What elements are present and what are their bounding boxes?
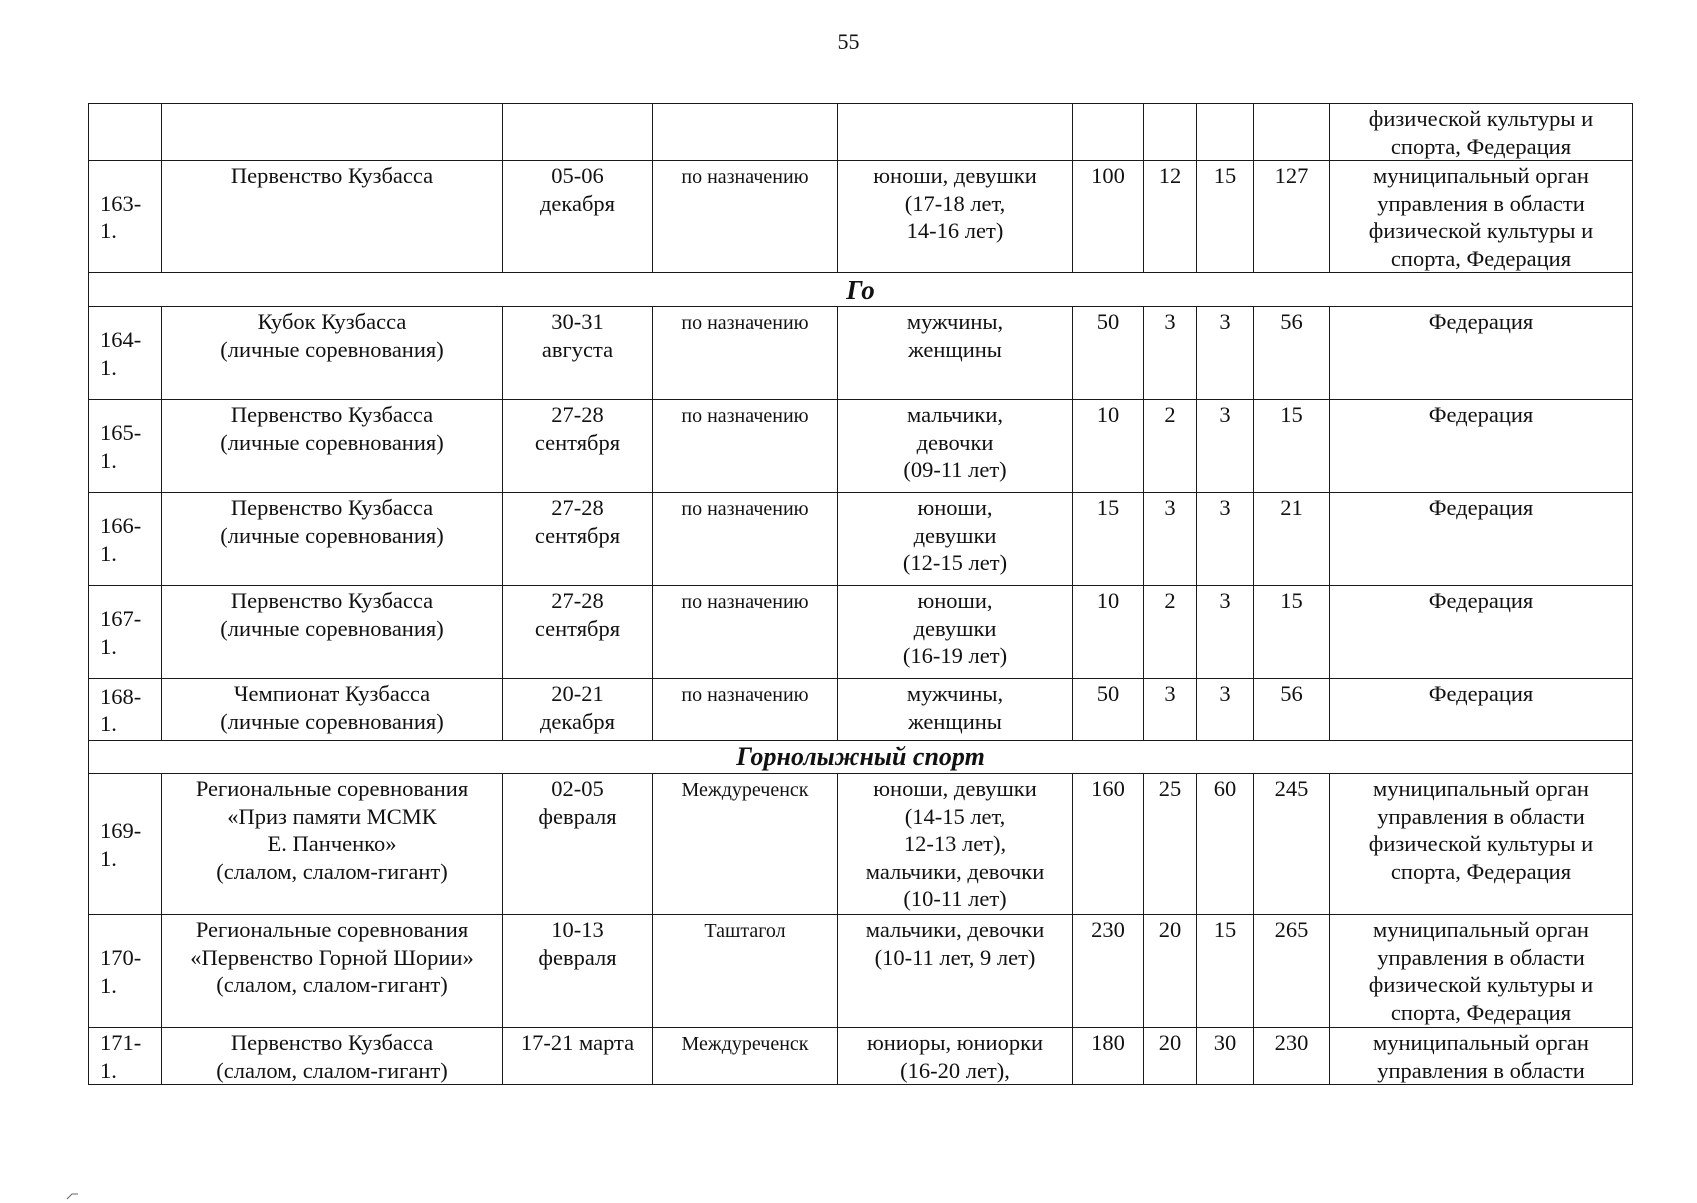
- cell-participants: юниоры, юниорки (16-20 лет),: [838, 1028, 1073, 1085]
- section-title: Горнолыжный спорт: [89, 741, 1633, 774]
- cell-event: Первенство Кузбасса (личные соревнования): [162, 400, 503, 493]
- cell-judges: [1197, 104, 1254, 161]
- table-row: [89, 1028, 1633, 1085]
- cell-participants: юноши, девушки (12-15 лет): [838, 493, 1073, 586]
- table-row: [89, 915, 1633, 1028]
- cell-place: по назначению: [653, 679, 838, 741]
- cell-place: по назначению: [653, 400, 838, 493]
- cell-participants: юноши, девушки (14-15 лет, 12-13 лет), мальчики, девочки (10-11 лет): [838, 774, 1073, 915]
- table-row: [89, 586, 1633, 679]
- cell-dates: 27-28 сентября: [503, 493, 653, 586]
- cell-participants: мальчики, девочки (10-11 лет, 9 лет): [838, 915, 1073, 1028]
- cell-judges: 3: [1197, 586, 1254, 679]
- cell-judges: 30: [1197, 1028, 1254, 1085]
- cell-coaches: 20: [1144, 1028, 1197, 1085]
- cell-total: 56: [1254, 679, 1330, 741]
- cell-organizer: Федерация: [1330, 586, 1633, 679]
- cell-judges: 3: [1197, 679, 1254, 741]
- cell-total: 15: [1254, 400, 1330, 493]
- cell-athletes: 10: [1073, 400, 1144, 493]
- cell-coaches: 3: [1144, 679, 1197, 741]
- cell-athletes: 230: [1073, 915, 1144, 1028]
- cell-judges: 60: [1197, 774, 1254, 915]
- page-number: 55: [837, 29, 860, 54]
- cell-total: 265: [1254, 915, 1330, 1028]
- cell-dates: 02-05 февраля: [503, 774, 653, 915]
- cell-place: по назначению: [653, 586, 838, 679]
- cell-number: 166-1.: [89, 493, 162, 586]
- cell-dates: 05-06 декабря: [503, 161, 653, 273]
- cell-number: 168-1.: [89, 679, 162, 741]
- cell-place: Междуреченск: [653, 1028, 838, 1085]
- cell-judges: 3: [1197, 493, 1254, 586]
- cell-participants: мужчины, женщины: [838, 307, 1073, 400]
- cell-event: Первенство Кузбасса (личные соревнования): [162, 493, 503, 586]
- cell-athletes: 100: [1073, 161, 1144, 273]
- cell-coaches: [1144, 104, 1197, 161]
- cell-place: по назначению: [653, 161, 838, 273]
- section-title: Го: [89, 273, 1633, 307]
- cell-dates: 20-21 декабря: [503, 679, 653, 741]
- cell-total: 56: [1254, 307, 1330, 400]
- cell-participants: юноши, девушки (16-19 лет): [838, 586, 1073, 679]
- cell-event: [162, 104, 503, 161]
- cell-total: 230: [1254, 1028, 1330, 1085]
- cell-place: по назначению: [653, 493, 838, 586]
- cell-dates: 27-28 сентября: [503, 586, 653, 679]
- cell-coaches: 2: [1144, 400, 1197, 493]
- table-row: [89, 307, 1633, 400]
- cell-coaches: 3: [1144, 493, 1197, 586]
- cell-coaches: 20: [1144, 915, 1197, 1028]
- cell-number: 171-1.: [89, 1028, 162, 1085]
- cell-athletes: [1073, 104, 1144, 161]
- cell-judges: 3: [1197, 307, 1254, 400]
- section-row-alpine-skiing: [89, 741, 1633, 774]
- events-table: [88, 103, 1633, 1085]
- cell-total: 21: [1254, 493, 1330, 586]
- cell-event: Чемпионат Кузбасса (личные соревнования): [162, 679, 503, 741]
- section-row-go: [89, 273, 1633, 307]
- cell-judges: 15: [1197, 915, 1254, 1028]
- cell-organizer: муниципальный орган управления в области физической культуры и спорта, Федерация: [1330, 774, 1633, 915]
- cell-total: 127: [1254, 161, 1330, 273]
- cell-participants: [838, 104, 1073, 161]
- cell-number: 163-1.: [89, 161, 162, 273]
- cell-event: Первенство Кузбасса: [162, 161, 503, 273]
- cell-number: 169-1.: [89, 774, 162, 915]
- table-row: [89, 161, 1633, 273]
- cell-athletes: 10: [1073, 586, 1144, 679]
- table-row-continuation: [89, 104, 1633, 161]
- cell-judges: 3: [1197, 400, 1254, 493]
- cell-event: Кубок Кузбасса (личные соревнования): [162, 307, 503, 400]
- cell-coaches: 25: [1144, 774, 1197, 915]
- cell-number: 167-1.: [89, 586, 162, 679]
- table-row: [89, 493, 1633, 586]
- cell-organizer: Федерация: [1330, 307, 1633, 400]
- cell-dates: 17-21 марта: [503, 1028, 653, 1085]
- cell-participants: мужчины, женщины: [838, 679, 1073, 741]
- table-row: [89, 679, 1633, 741]
- cell-organizer: Федерация: [1330, 400, 1633, 493]
- cell-organizer: муниципальный орган управления в области физической культуры и спорта, Федерация: [1330, 915, 1633, 1028]
- cell-organizer: муниципальный орган управления в области: [1330, 1028, 1633, 1085]
- cell-total: 15: [1254, 586, 1330, 679]
- cell-event: Региональные соревнования «Приз памяти МСМК Е. Панченко» (слалом, слалом-гигант): [162, 774, 503, 915]
- cell-dates: 27-28 сентября: [503, 400, 653, 493]
- cell-total: [1254, 104, 1330, 161]
- table-row: [89, 774, 1633, 915]
- cell-organizer: Федерация: [1330, 679, 1633, 741]
- cell-place: Таштагол: [653, 915, 838, 1028]
- cell-dates: 30-31 августа: [503, 307, 653, 400]
- cell-number: 165-1.: [89, 400, 162, 493]
- cell-place: Междуреченск: [653, 774, 838, 915]
- cell-number: [89, 104, 162, 161]
- table-row: [89, 400, 1633, 493]
- cell-athletes: 50: [1073, 679, 1144, 741]
- cell-judges: 15: [1197, 161, 1254, 273]
- cell-organizer: муниципальный орган управления в области физической культуры и спорта, Федерация: [1330, 161, 1633, 273]
- cell-athletes: 180: [1073, 1028, 1144, 1085]
- cell-event: Первенство Кузбасса (слалом, слалом-гигант): [162, 1028, 503, 1085]
- cell-coaches: 12: [1144, 161, 1197, 273]
- cell-event: Первенство Кузбасса (личные соревнования): [162, 586, 503, 679]
- scan-corner-mark: [66, 1192, 80, 1200]
- cell-participants: мальчики, девочки (09-11 лет): [838, 400, 1073, 493]
- cell-place: по назначению: [653, 307, 838, 400]
- cell-athletes: 160: [1073, 774, 1144, 915]
- cell-place: [653, 104, 838, 161]
- cell-dates: 10-13 февраля: [503, 915, 653, 1028]
- cell-organizer: Федерация: [1330, 493, 1633, 586]
- cell-organizer: физической культуры и спорта, Федерация: [1330, 104, 1633, 161]
- cell-coaches: 3: [1144, 307, 1197, 400]
- cell-total: 245: [1254, 774, 1330, 915]
- cell-event: Региональные соревнования «Первенство Горной Шории» (слалом, слалом-гигант): [162, 915, 503, 1028]
- cell-dates: [503, 104, 653, 161]
- cell-athletes: 50: [1073, 307, 1144, 400]
- cell-number: 164-1.: [89, 307, 162, 400]
- cell-athletes: 15: [1073, 493, 1144, 586]
- cell-number: 170-1.: [89, 915, 162, 1028]
- cell-coaches: 2: [1144, 586, 1197, 679]
- cell-participants: юноши, девушки (17-18 лет, 14-16 лет): [838, 161, 1073, 273]
